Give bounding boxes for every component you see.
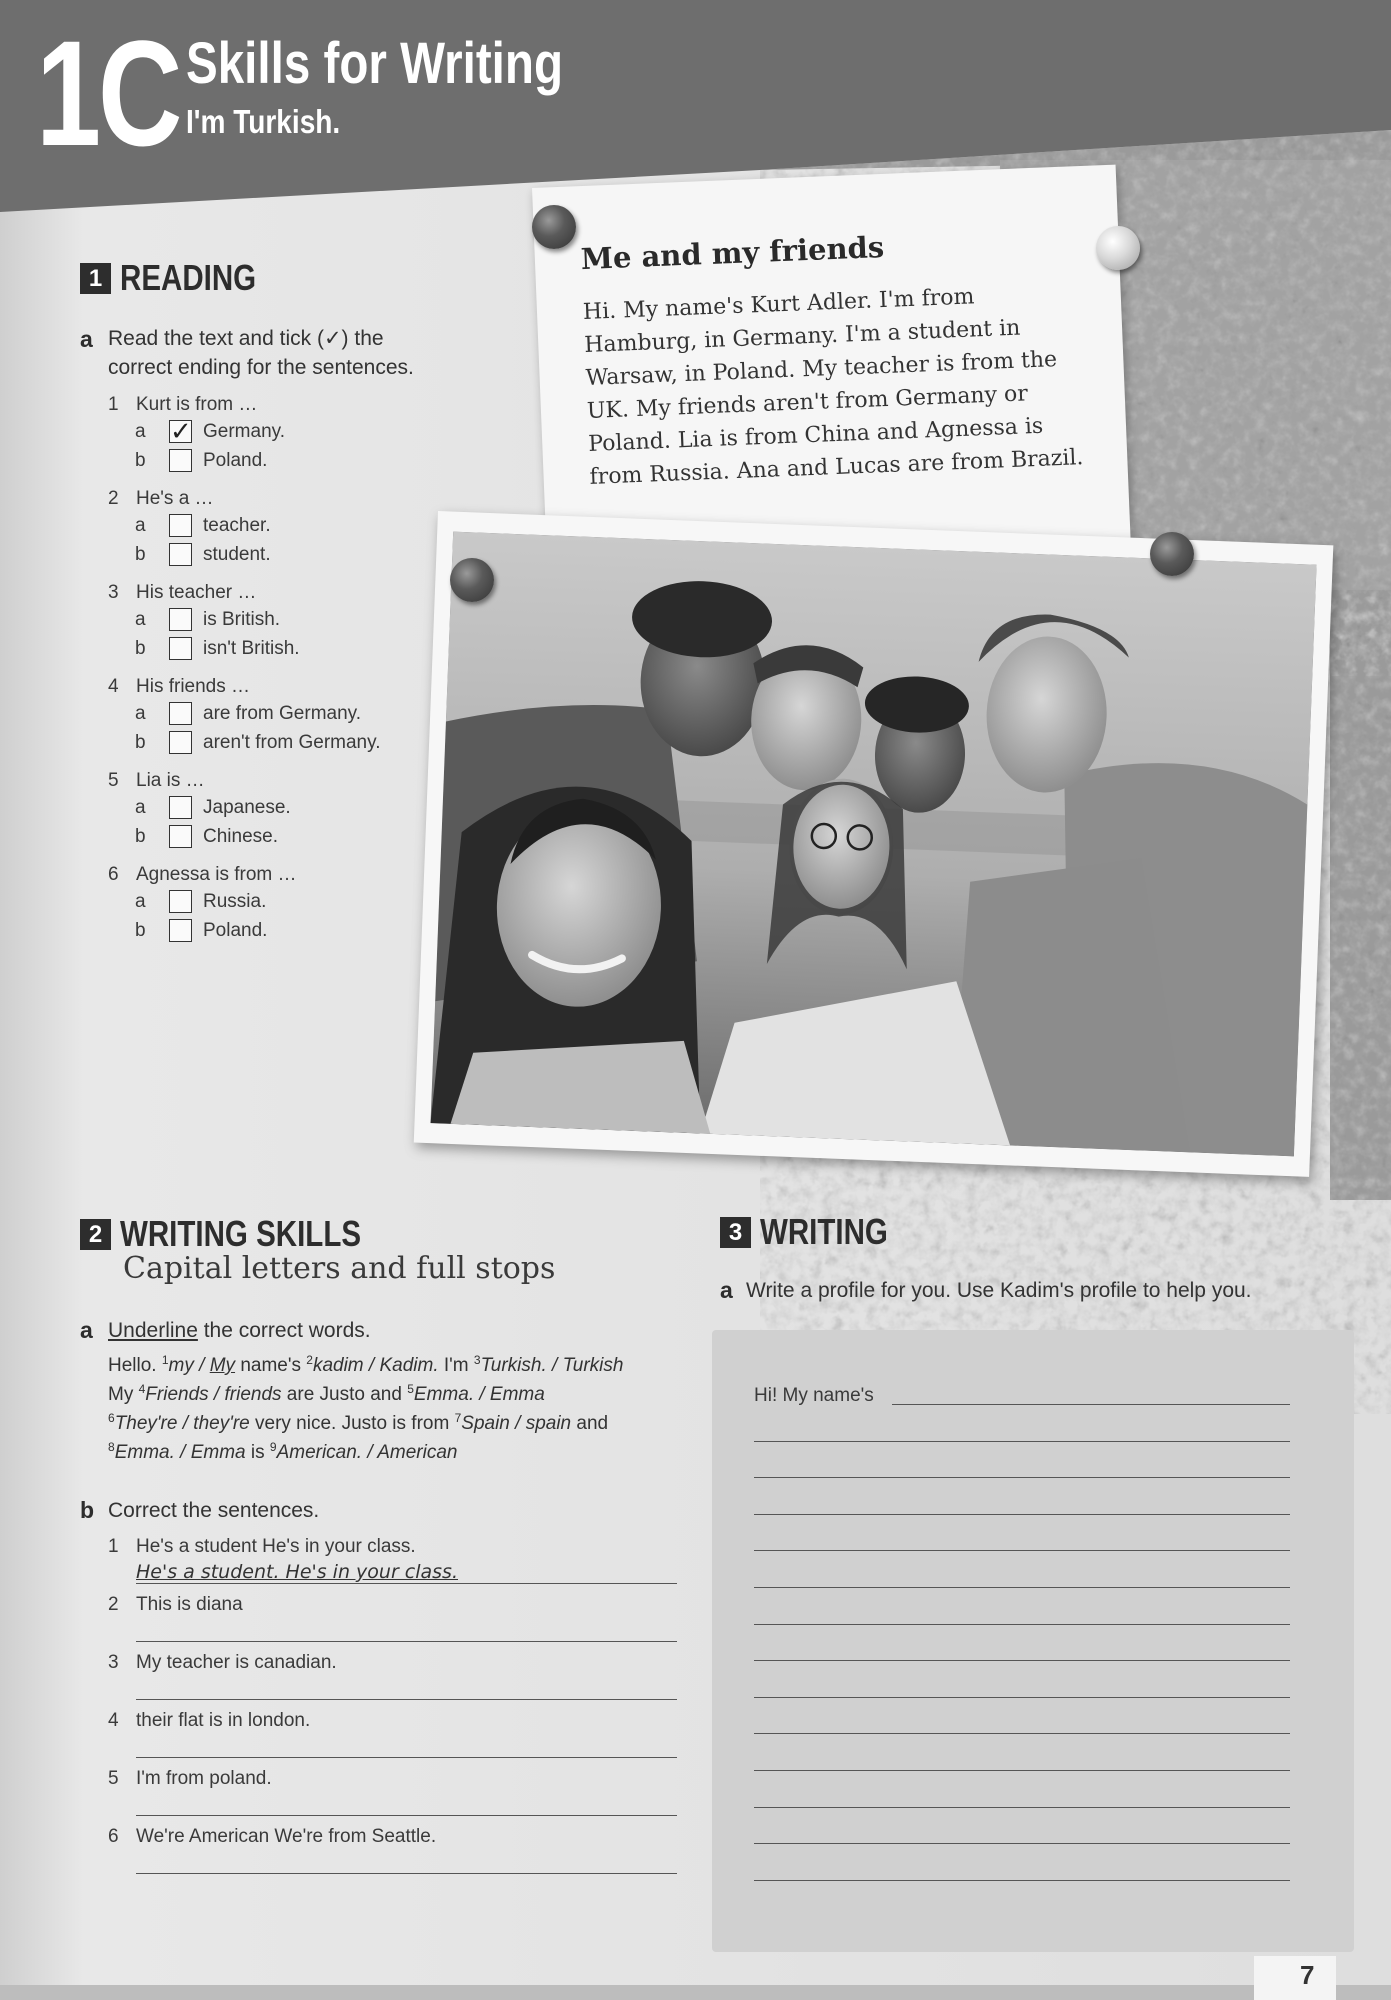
option-word[interactable]: Spain / spain [461,1413,572,1434]
tick-checkbox[interactable] [169,543,192,566]
question-1 [108,394,257,416]
option-letter: b [135,919,146,941]
option-text: Russia. [203,890,267,912]
option-4a [135,702,361,725]
page-number-box [1254,1956,1336,2000]
question-number: 1 [108,394,119,415]
writing-line[interactable] [754,1587,1290,1588]
option-text: Japanese. [203,796,291,818]
option-word[interactable]: Emma. / Emma [413,1384,545,1405]
handwritten-answer: He's a student. He's in your class. [136,1561,458,1583]
option-word[interactable]: They're / they're [114,1413,250,1434]
ws-text-line4: $^8$Emma. / Emma is $^9$American. / American [108,1440,458,1463]
answer-line[interactable] [136,1641,677,1642]
ws-task-b-letter: b [80,1497,95,1523]
option-letter: a [135,796,146,818]
pin-icon [1096,226,1140,270]
option-4b [135,731,381,754]
answer-line[interactable] [136,1583,677,1584]
writing-instruction: Write a profile for you. Use Kadim's profile to help you. [746,1279,1252,1302]
answer-line[interactable] [136,1699,677,1700]
question-text: Kurt is from … [136,394,258,415]
option-word[interactable]: Friends / friends [145,1384,282,1405]
option-5b [135,825,278,848]
page-number: 7 [1300,1960,1315,1990]
writing-line[interactable] [754,1624,1290,1625]
pin-icon [532,205,576,249]
writing-line[interactable] [754,1660,1290,1661]
question-4 [108,676,250,698]
option-text: Poland. [203,919,268,941]
writing-prompt: Hi! My name's [754,1385,874,1406]
pin-icon [1150,532,1194,576]
option-word[interactable]: My [209,1355,236,1376]
writing-line[interactable] [754,1880,1290,1881]
option-text: Chinese. [203,825,278,847]
sentence-number: 2 [108,1594,119,1615]
sentence-text: This is diana [136,1594,243,1615]
ws-text-line2: My $^4$Friends / friends are Justo and $^5$Emma. / Emma [108,1382,545,1405]
ws-text-line3: $^6$They're / they're very nice. Justo is from $^7$Spain / spain and [108,1411,609,1434]
sentence-text: I'm from poland. [136,1768,272,1789]
tick-checkbox[interactable] [169,608,192,631]
option-word[interactable]: kadim / Kadim. [312,1355,439,1376]
question-2 [108,488,214,510]
writing-skills-number: 2 [80,1219,111,1250]
option-letter: b [135,731,146,753]
writing-line[interactable] [754,1770,1290,1771]
ws-task-a-instruction [108,1316,371,1345]
ws-instruction-rest: the correct words. [197,1319,371,1342]
option-text: student. [203,543,271,565]
question-number: 2 [108,488,119,509]
sentence-text: We're American We're from Seattle. [136,1826,437,1847]
answer-line[interactable] [136,1873,677,1874]
reading-instruction [108,324,414,382]
sentence-5 [108,1768,272,1790]
sentence-number: 4 [108,1710,119,1731]
question-number: 5 [108,770,119,791]
sentence-text: their flat is in london. [136,1710,311,1731]
option-letter: b [135,825,146,847]
question-text: Lia is … [136,770,205,791]
writing-task-letter: a [720,1277,733,1303]
writing-number: 3 [720,1217,751,1248]
option-word[interactable]: American. / American [276,1442,458,1463]
tick-checkbox[interactable] [169,731,192,754]
note-title: Me and my friends [580,229,885,277]
group-photo [430,532,1316,1157]
writing-line[interactable] [754,1514,1290,1515]
question-3 [108,582,256,604]
writing-line[interactable] [754,1843,1290,1844]
sentence-6 [108,1826,436,1848]
writing-heading [720,1211,916,1253]
option-word[interactable]: Emma. / Emma [114,1442,246,1463]
pin-icon [450,558,494,602]
option-text: teacher. [203,514,271,536]
tick-checkbox[interactable] [169,637,192,660]
option-text: are from Germany. [203,702,362,724]
tick-checkbox[interactable] [169,514,192,537]
writing-area[interactable] [712,1330,1354,1952]
writing-line[interactable] [754,1807,1290,1808]
sentence-number: 5 [108,1768,119,1789]
option-letter: a [135,890,146,912]
option-1a [135,417,286,447]
writing-line[interactable] [754,1550,1290,1551]
reading-instruction-line2: correct ending for the sentences. [108,356,414,379]
reading-heading [80,257,286,299]
ws-task-b-instruction: Correct the sentences. [108,1499,320,1522]
question-5 [108,770,205,792]
sentence-3 [108,1652,337,1674]
section-subtitle: I'm Turkish. [186,103,341,140]
option-letter: b [135,543,146,565]
option-letter: b [135,449,146,471]
reading-title: READING [120,257,257,298]
sentence-number: 1 [108,1536,119,1557]
writing-skills-subheading: Capital letters and full stops [123,1251,556,1286]
photo-frame [414,511,1334,1177]
option-text: is British. [203,608,281,630]
question-text: Agnessa is from … [136,864,297,885]
question-number: 6 [108,864,119,885]
option-word[interactable]: Turkish. / Turkish [480,1355,624,1376]
sentence-number: 3 [108,1652,119,1673]
option-letter: b [135,637,146,659]
ws-task-a-letter: a [80,1317,93,1343]
reading-instruction-line1: Read the text and tick (✓) the [108,327,384,350]
writing-line[interactable] [892,1404,1290,1405]
option-letter: a [135,420,146,442]
sentence-2 [108,1594,243,1616]
sentence-number: 6 [108,1826,119,1847]
option-letter: a [135,608,146,630]
question-text: His friends … [136,676,251,697]
note-body: Hi. My name's Kurt Adler. I'm from Hamburg, in Germany. I'm a student in Warsaw, in Poland. My teacher is from the UK. My friends aren't from Germany or Poland. Lia is from China and Agnessa is from Russia. Ana and Lucas are from Brazil. [582,284,1084,490]
reading-number: 1 [80,263,111,294]
question-6 [108,864,297,886]
sentence-1 [108,1536,416,1558]
tick-checkbox[interactable]: ✓ [170,417,192,447]
option-letter: a [135,702,146,724]
unit-code: 1C [36,9,180,177]
option-text: Poland. [203,449,268,471]
sentence-text: My teacher is canadian. [136,1652,337,1673]
option-6a [135,890,266,913]
tick-checkbox[interactable] [169,702,192,725]
option-letter: a [135,514,146,536]
option-2b [135,543,271,566]
section-title: Skills for Writing [186,31,564,96]
option-text: aren't from Germany. [203,731,381,753]
writing-skills-title: WRITING SKILLS [120,1213,362,1254]
option-6b [135,919,267,942]
option-1b [135,449,267,472]
ws-instruction-underline: Underline [108,1319,198,1342]
option-text: isn't British. [203,637,300,659]
tick-checkbox[interactable] [169,449,192,472]
sentence-4 [108,1710,310,1732]
writing-line[interactable] [754,1733,1290,1734]
question-number: 3 [108,582,119,603]
writing-title: WRITING [760,1211,888,1252]
tick-checkbox[interactable] [169,796,192,819]
answer-line[interactable] [136,1757,677,1758]
option-word[interactable]: my / [168,1355,210,1376]
writing-line[interactable] [754,1477,1290,1478]
ws-task-a-text [108,1351,708,1467]
question-text: He's a … [136,488,214,509]
question-number: 4 [108,676,119,697]
tick-checkbox[interactable] [169,890,192,913]
option-text: Germany. [203,420,286,442]
option-2a [135,514,271,537]
writing-line[interactable] [754,1441,1290,1442]
option-3b [135,637,300,660]
answer-line[interactable] [136,1815,677,1816]
option-5a [135,796,291,819]
option-3a [135,608,280,631]
writing-skills-heading [80,1213,414,1255]
question-text: His teacher … [136,582,257,603]
sentence-text: He's a student He's in your class. [136,1536,416,1557]
writing-line[interactable] [754,1697,1290,1698]
ws-text-line1: Hello. $^1$my / My name's $^2$kadim / Kadim. I'm $^3$Turkish. / Turkish [108,1353,624,1376]
reading-task-letter: a [80,326,93,352]
tick-checkbox[interactable] [169,825,192,848]
tick-checkbox[interactable] [169,919,192,942]
